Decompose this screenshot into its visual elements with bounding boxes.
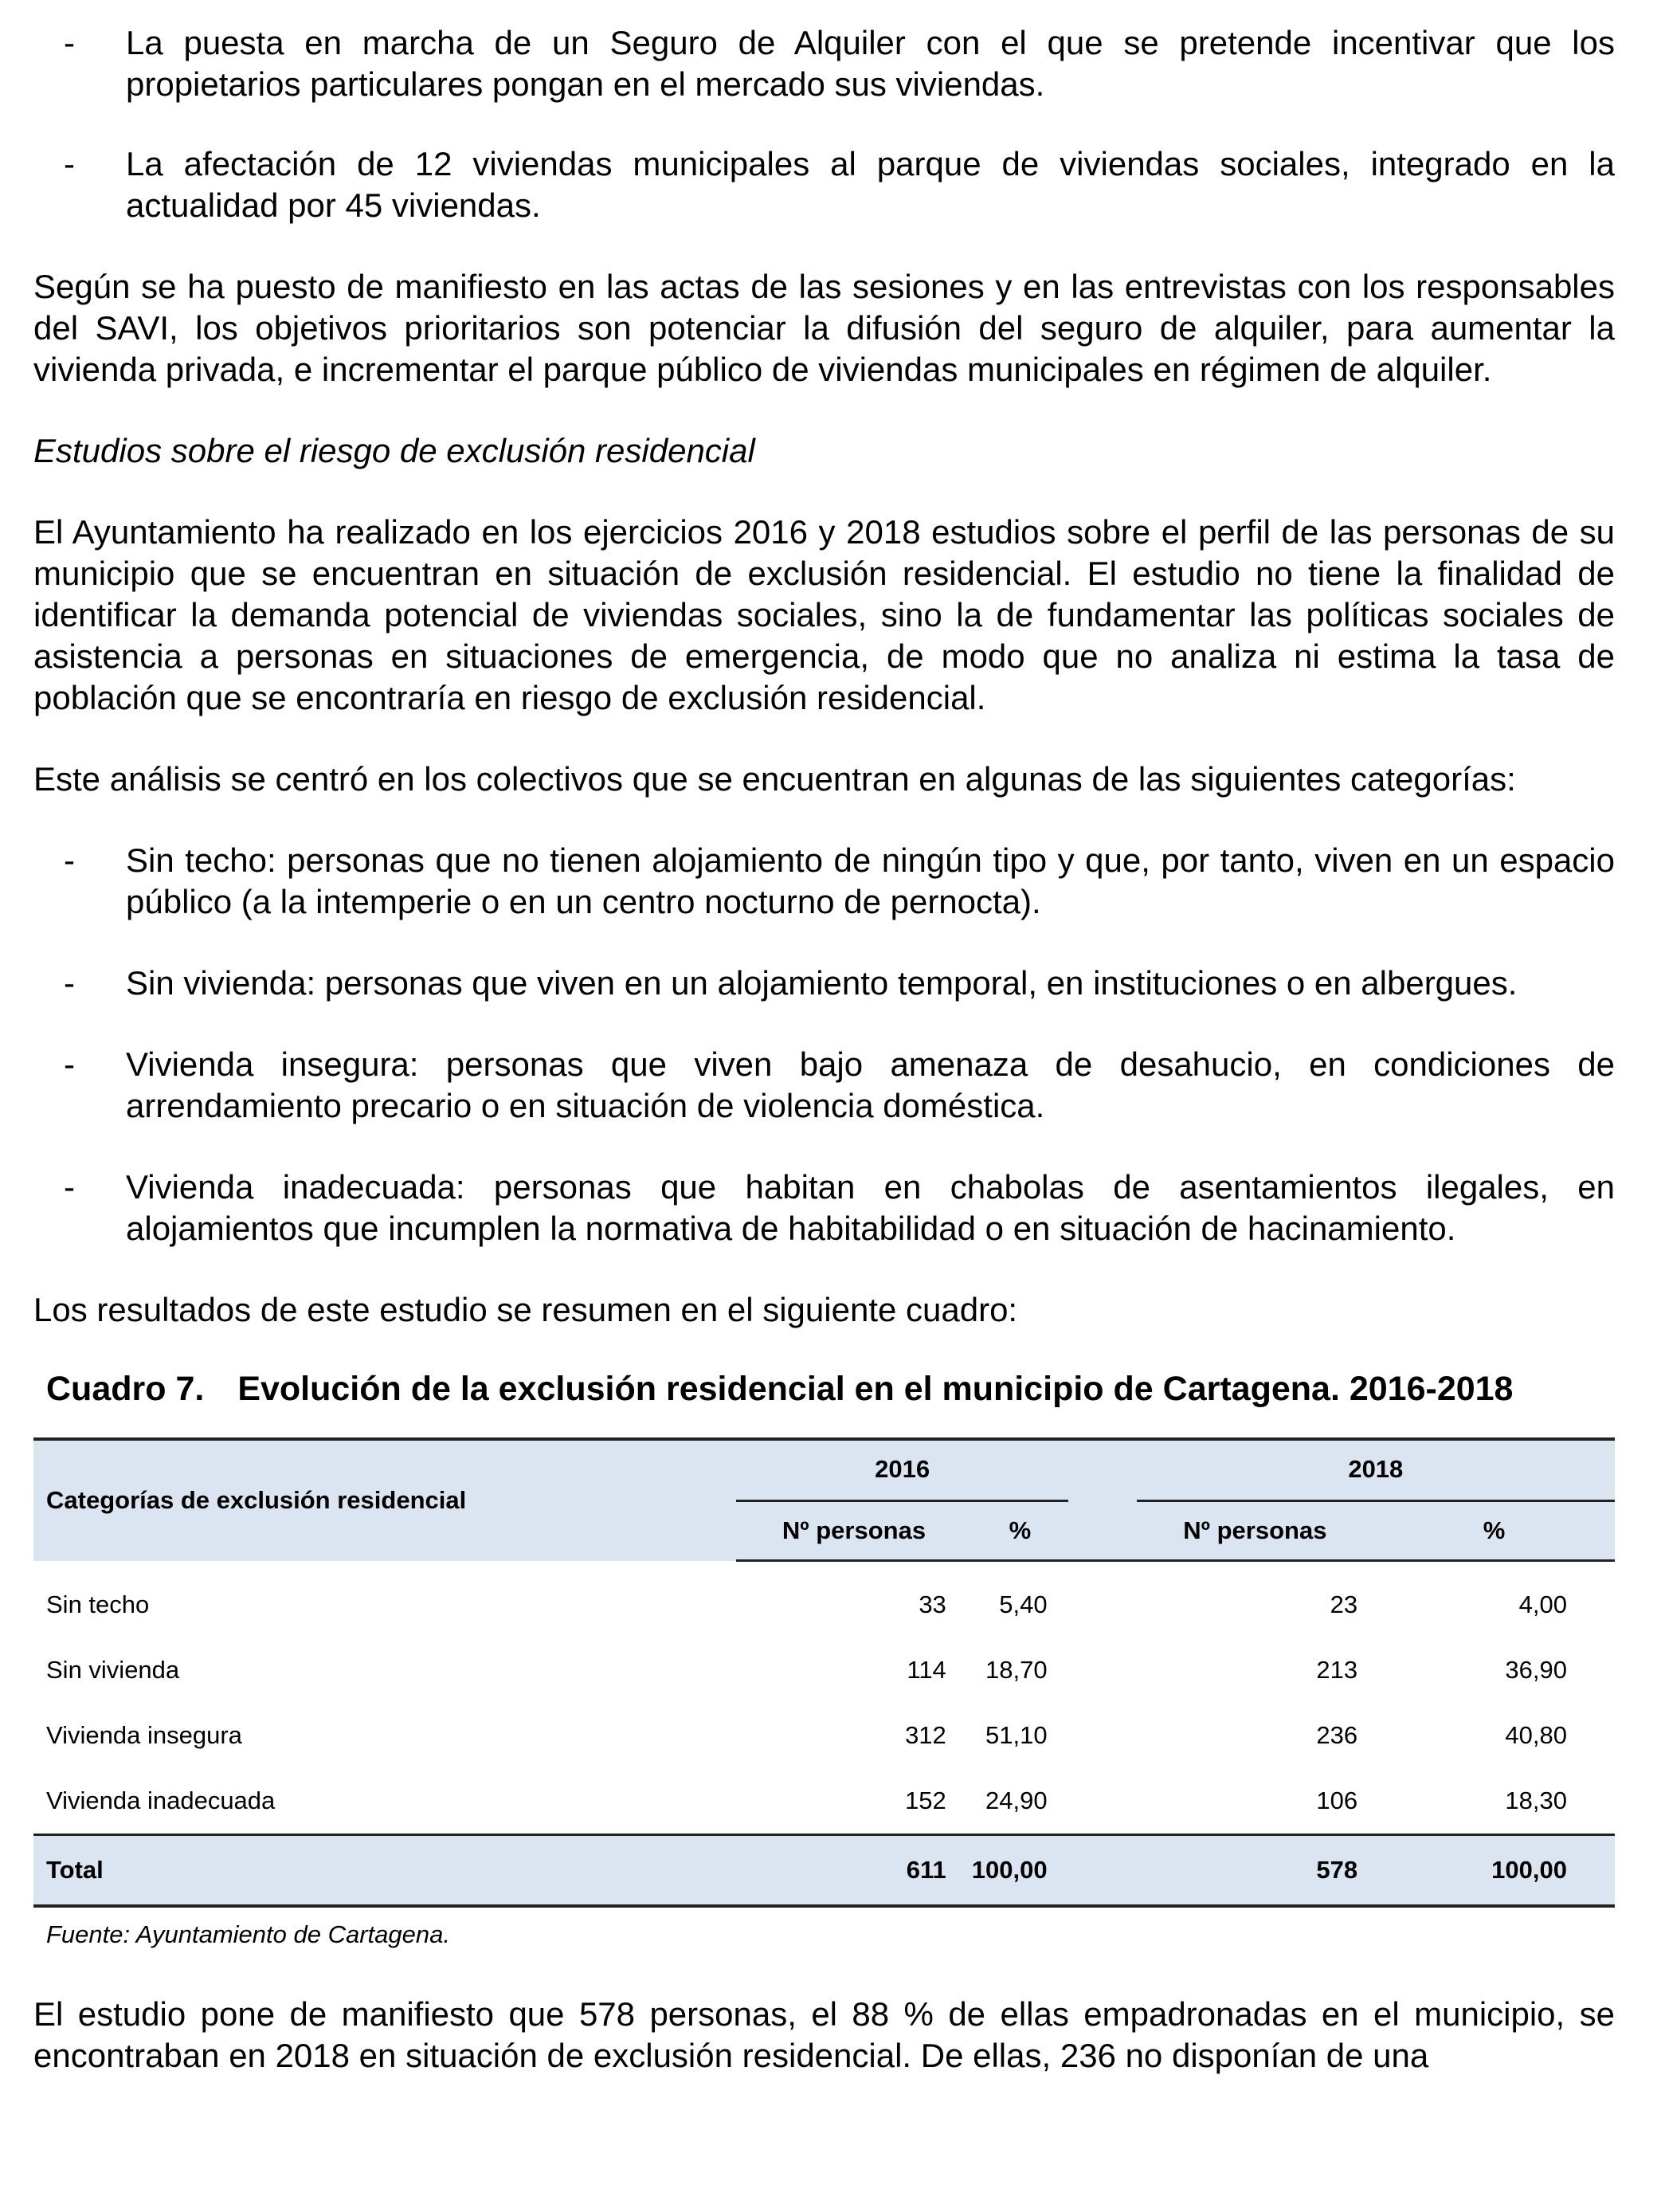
table-header-row — [33, 1439, 1615, 1502]
bullet-item — [33, 22, 1615, 105]
header-year-2018 — [1137, 1439, 1615, 1502]
total-percent-2016: 100,00 — [972, 1834, 1137, 1906]
total-persons-2018: 578 — [1137, 1834, 1374, 1906]
table-row — [33, 1561, 1615, 1637]
caption-label: Cuadro 7. — [46, 1370, 205, 1408]
table-row — [33, 1703, 1615, 1768]
bullet-item — [33, 963, 1615, 1004]
cell-percent-2018: 4,00 — [1518, 1590, 1567, 1619]
document-page — [33, 22, 1615, 2077]
year-2016-label: 2016 — [736, 1441, 1068, 1502]
paragraph: El estudio pone de manifiesto que 578 personas, el 88 % de ellas empadronadas en el municipio, se encontraban en 2018 en situación de exclusión residencial. De ellas, 236 no disponían de una — [33, 1994, 1615, 2074]
cell-percent-2016: 51,10 — [985, 1720, 1048, 1749]
table-source: Fuente: Ayuntamiento de Cartagena. — [46, 1920, 450, 1948]
cell-persons-2016: 114 — [907, 1655, 946, 1684]
header-gap — [1068, 1502, 1137, 1561]
cell-persons-2018: 213 — [1316, 1655, 1358, 1684]
paragraph: Según se ha puesto de manifiesto en las actas de las sesiones y en las entrevistas con los responsables del SAVI, los objetivos prioritarios son potenciar la difusión del seguro de alquiler, para aumentar la vivienda privada, e incrementar el parque público de viviendas municipales en régimen de alquiler. — [33, 268, 1615, 388]
total-persons-2016: 611 — [736, 1834, 972, 1906]
cell-persons-2018: 236 — [1316, 1720, 1358, 1749]
cell-percent-2016: 24,90 — [985, 1786, 1048, 1814]
header-persons-2018: Nº personas — [1137, 1502, 1374, 1561]
bullet-dash: - — [64, 145, 75, 182]
cell-percent-2018: 40,80 — [1505, 1720, 1567, 1749]
table-caption — [33, 1367, 1615, 1410]
paragraph: Los resultados de este estudio se resumen en el siguiente cuadro: — [33, 1291, 1018, 1328]
bullet-item — [33, 1044, 1615, 1127]
section-heading: Estudios sobre el riesgo de exclusión residencial — [33, 432, 755, 469]
cell-percent-2016: 5,40 — [999, 1590, 1048, 1619]
header-year-2016 — [736, 1439, 1068, 1502]
header-percent-2018: % — [1373, 1502, 1615, 1561]
bullet-dash: - — [64, 24, 75, 61]
cell-persons-2016: 33 — [919, 1590, 946, 1619]
row-label: Vivienda insegura — [46, 1720, 242, 1749]
bullet-item — [33, 840, 1615, 923]
cell-percent-2016: 18,70 — [985, 1655, 1048, 1684]
table-total-row — [33, 1834, 1615, 1906]
bullet-text: Vivienda inadecuada: personas que habitan en chabolas de asentamientos ilegales, en alojamientos que incumplen la normativa de habitabilidad o en situación de hacinamiento. — [126, 1168, 1615, 1247]
bullet-text: Sin vivienda: personas que viven en un alojamiento temporal, en instituciones o en albergues. — [126, 964, 1518, 1002]
bullet-dash: - — [64, 1168, 75, 1206]
bullet-text: La puesta en marcha de un Seguro de Alquiler con el que se pretende incentivar que los propietarios particulares pongan en el mercado sus viviendas. — [126, 24, 1615, 103]
cell-persons-2016: 152 — [905, 1786, 946, 1814]
cell-percent-2018: 36,90 — [1505, 1655, 1567, 1684]
bullet-item — [33, 1167, 1615, 1249]
bullet-dash: - — [64, 1045, 75, 1083]
table-row — [33, 1637, 1615, 1703]
bullet-text: Sin techo: personas que no tienen alojamiento de ningún tipo y que, por tanto, viven en un espacio público (a la intemperie o en un centro nocturno de pernocta). — [126, 841, 1615, 920]
header-percent-2016: % — [972, 1502, 1068, 1561]
cell-persons-2018: 106 — [1316, 1786, 1358, 1814]
caption-title: Evolución de la exclusión residencial en el municipio de Cartagena. 2016-2018 — [237, 1370, 1514, 1408]
header-category: Categorías de exclusión residencial — [33, 1439, 736, 1561]
row-label: Sin vivienda — [46, 1655, 180, 1684]
cell-percent-2018: 18,30 — [1505, 1786, 1567, 1814]
header-persons-2016: Nº personas — [736, 1502, 972, 1561]
bullet-item — [33, 143, 1615, 226]
year-2018-label: 2018 — [1137, 1441, 1615, 1502]
cell-persons-2018: 23 — [1330, 1590, 1358, 1619]
paragraph: Este análisis se centró en los colectivos que se encuentran en algunas de las siguientes categorías: — [33, 760, 1516, 798]
row-label: Sin techo — [46, 1590, 150, 1618]
bullet-text: La afectación de 12 viviendas municipales al parque de viviendas sociales, integrado en la actualidad por 45 viviendas. — [126, 145, 1615, 224]
bullet-text: Vivienda insegura: personas que viven bajo amenaza de desahucio, en condiciones de arrendamiento precario o en situación de violencia doméstica. — [126, 1045, 1615, 1124]
cell-persons-2016: 312 — [905, 1720, 946, 1749]
row-label: Vivienda inadecuada — [46, 1786, 276, 1814]
bullet-dash: - — [64, 841, 75, 879]
paragraph: El Ayuntamiento ha realizado en los ejercicios 2016 y 2018 estudios sobre el perfil de las personas de su municipio que se encuentran en situación de exclusión residencial. El estudio no tiene la finalidad de identificar la demanda potencial de viviendas sociales, sino la de fundamentar las políticas sociales de asistencia a personas en situaciones de emergencia, de modo que no analiza ni estima la tasa de población que se encontraría en riesgo de exclusión residencial. — [33, 513, 1615, 716]
table-row — [33, 1768, 1615, 1835]
exclusion-table — [33, 1437, 1615, 1908]
header-gap — [1068, 1439, 1137, 1502]
total-label: Total — [33, 1834, 736, 1906]
bullet-dash: - — [64, 964, 75, 1002]
total-percent-2018: 100,00 — [1373, 1834, 1615, 1906]
